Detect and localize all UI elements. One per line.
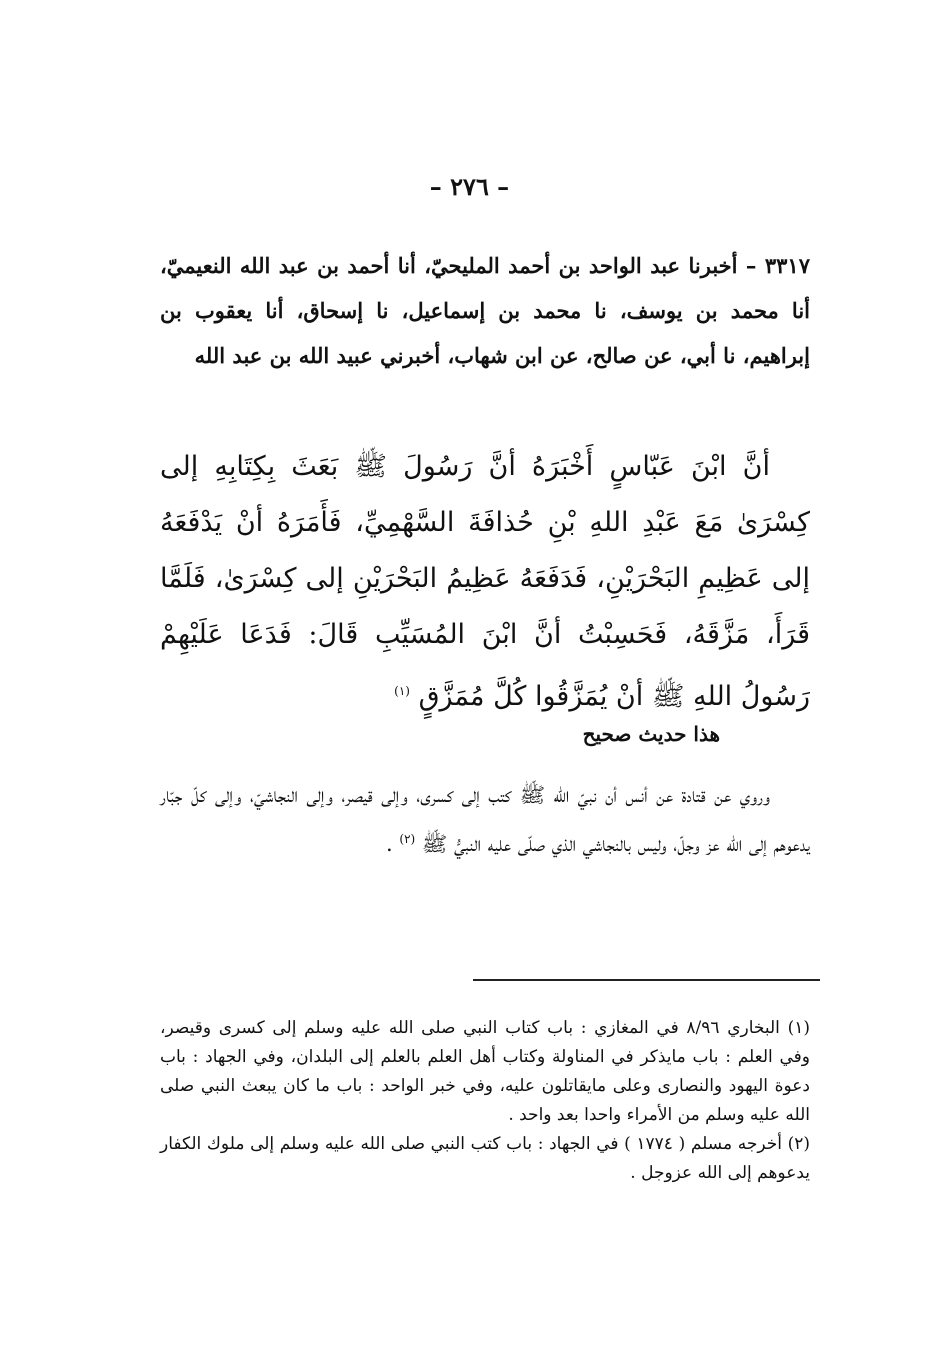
riwaya-end: . xyxy=(386,832,393,856)
footnote-marker: (١) xyxy=(787,1018,810,1038)
footnote-marker: (٢) xyxy=(787,1134,810,1154)
page-number: – ٢٧٦ – xyxy=(429,172,510,201)
hadith-text: أنَّ ابْنَ عَبّاسٍ أَخْبَرَهُ أنَّ رَسُولَ ﷺ بَعَثَ بِكِتَابِهِ إلى كِسْرَىٰ مَعَ عَبْدِ اللهِ بْنِ حُذافَةَ السَّهْمِيِّ، فَأَمَرَهُ أنْ يَدْفَعَهُ إلى عَظِيمِ البَحْرَيْنِ، فَدَفَعَهُ عَظِيمُ البَحْرَيْنِ إلى كِسْرَىٰ، فَلَمَّا قَرَأَ، مَزَّقَهُ، فَحَسِبْتُ أنَّ ابْنَ المُسَيِّبِ قَالَ: فَدَعَا عَلَيْهِمْ رَسُولُ اللهِ ﷺ أنْ يُمَزَّقُوا كُلَّ مُمَزَّقٍ xyxy=(160,451,810,712)
hadith-number: ٣٣١٧ xyxy=(764,253,810,278)
footnote-2 xyxy=(160,1130,810,1188)
isnad-text: – أخبرنا عبد الواحد بن أحمد المليحيّ، أنا أحمد بن عبد الله النعيميّ، أنا محمد بن يوسف، نا محمد بن إسماعيل، نا إسحاق، أنا يعقوب بن إبراهيم، نا أبي، عن صالح، عن ابن شهاب، أخبرني عبيد الله بن عبد الله xyxy=(160,253,810,368)
footnotes-section xyxy=(160,1014,810,1188)
isnad-paragraph xyxy=(160,243,810,378)
footnote-text: البخاري ٨/٩٦ في المغازي : باب كتاب النبي صلى الله عليه وسلم إلى كسرى وقيصر، وفي العلم : باب مايذكر في المناولة وكتاب أهل العلم بالعلم إلى البلدان، وفي الجهاد : باب دعوة اليهود والنصارى وعلى مايقاتلون عليه، وفي خبر الواحد : باب ما كان يبعث النبي صلى الله عليه وسلم من الأمراء واحدا بعد واحد . xyxy=(160,1018,810,1125)
footnote-separator xyxy=(473,979,820,981)
footnote-text: أخرجه مسلم ( ١٧٧٤ ) في الجهاد : باب كتب النبي صلى الله عليه وسلم إلى ملوك الكفار يدعوهم إلى الله عزوجل . xyxy=(160,1134,810,1183)
footnote-ref-2: (٢) xyxy=(399,832,416,846)
riwaya-text: وروي عن قتادة عن أنس أن نبيّ الله ﷺ كتب إلى كسرى، وإلى قيصر، وإلى النجاشيّ، وإلى كلّ جبّار يدعوهم إلى الله عز وجلّ، وليس بالنجاشي الذي صلّى عليه النبيُّ ﷺ xyxy=(160,783,810,856)
hadith-verdict: هذا حديث صحيح xyxy=(582,722,720,746)
hadith-text-paragraph xyxy=(160,439,810,725)
riwaya-paragraph xyxy=(160,773,810,866)
footnote-1 xyxy=(160,1014,810,1130)
footnote-ref-1: (١) xyxy=(394,684,410,698)
